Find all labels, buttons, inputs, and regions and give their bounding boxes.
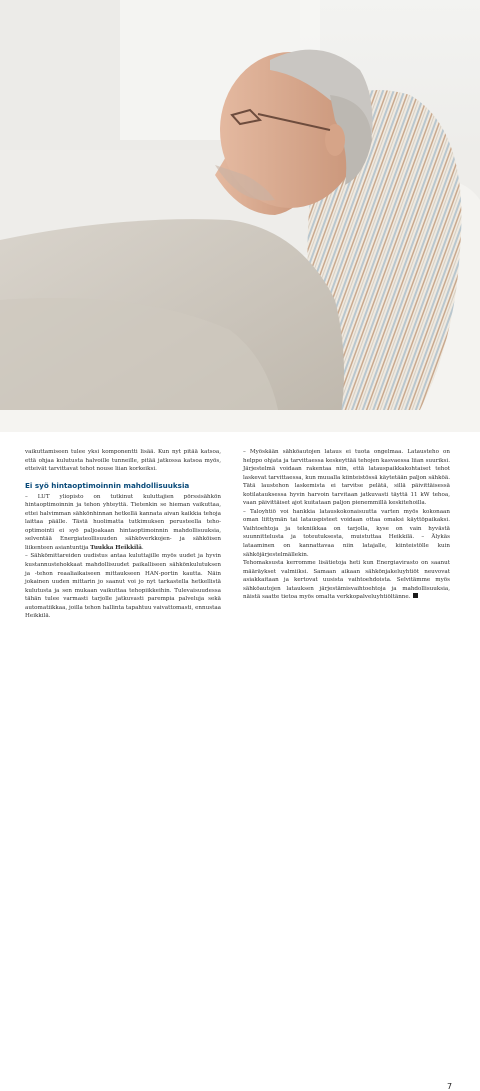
- paragraph-lut-end: .: [141, 544, 144, 551]
- hero-photo: [0, 0, 480, 432]
- paragraph-lut-text: – LUT yliopisto on tutkinut kuluttajien pörssisähkön hintaoptimoinnin ja tehon yhteyttä. Tietenkin se hieman vaikuttaa, ettei halvimman sähkönhinnan hetkellä kannata aivan kaikkia tehoja laittaa päälle. Tästä huolimatta tutkimuksen perusteella teho-optimointi ei syö paljoakaan hintaoptimoinnin mahdollisuuksia, selventää Energiateollisuuden sähköverkkojen- ja sähköisen liikenteen asiantuntija: [25, 493, 221, 551]
- paragraph-more-info: [243, 559, 450, 602]
- paragraph-more-info-text: Tehomaksusta kerromme lisätietoja heti kun Energiavirasto on saanut määräykset valmiiksi. Samaan aikaan sähkönjakeluyhtiöt neuvovat asiakkaitaan ja kertovat uusista vaihtoehdoista. Selvitämme myös sähköautojen latauksen järjestämisvaihtoehtoja ja mahdollisuuksia, näistä saatte tietoa myös omalta verkkopalveluyhtiöltänne.: [243, 560, 450, 601]
- paragraph-ev-charging: – Myöskään sähköautojen lataus ei tuota ongelmaa. Latausteho on helppo ohjata ja tarvittaessa keskeyttää tehojen kasvaessa liian suuriksi. Järjestelmä voidaan rakentaa niin, että latauspaikkakohtaiset tehot laskevat tarvittaessa, kun muualla kiinteistössä käytetään paljon sähköä. Tätä laustehon laskemista ei tarvitse pelätä, sillä päivittäisessä kotilatauksessa hyvin harvoin tarvitaan jatkuvasti täyttä 11 kW tehoa, vaan päivittäiset ajot kuitataan paljon pienemmillä keskitehoilla.: [243, 449, 450, 507]
- photo-man-on-sofa: [0, 0, 480, 432]
- article-right-column: [243, 448, 450, 602]
- article-body: [0, 432, 480, 1091]
- paragraph-lut-research: [25, 493, 221, 553]
- expert-name: Tuukka Heikkilä: [90, 544, 142, 551]
- article-left-column: [25, 448, 221, 621]
- paragraph-housing-company: – Taloyhtiö voi hankkia latauskokonaisuutta varten myös kokonaan oman liittymän tai latauspisteet voidaan ottaa omaksi käyttöpaikaksi. Vaihtoehtoja ja tekniikkaa on tarjolla, kyse on vain hyvästä suunnittelusta ja toteutuksesta, muistuttaa Heikkilä. – Älykäs lataaminen on kannattavaa niin latajalle, kiinteistölle kuin sähköjärjestelmällekin.: [243, 508, 450, 558]
- paragraph-meters: – Sähkömittareiden uudistus antaa kuluttajille myös uudet ja hyvin kustannustehokkaat mahdollisuudet paikalliseen sähkönkulutuksen ja -tehon reaaliaikaiseen mittaukseen HAN-portin kautta. Näin jokainen uuden mittarin jo saanut voi jo nyt tarkastella hetkellistä kulutusta ja sen mukaan vaikuttaa tehopiikkeihin. Tulevaisuudessa tähän tulee varmasti tarjolle jatkuvasti parempia palveluja sekä automatiikkaa, joilla tehon hallinta tapahtuu vaivattomasti, ennustaa Heikkilä.: [25, 553, 221, 620]
- end-of-article-mark: [413, 593, 418, 598]
- intro-paragraph: vaikuttamiseen tulee yksi komponentti lisää. Kun nyt pitää katsoa, että ohjaa kulutusta halvoille tunneille, pitää jatkossa katsoa myös, etteivät tarvittavat tehot nouse liian korkeiksi.: [25, 449, 221, 473]
- section-heading: Ei syö hintaoptimoinnin mahdollisuuksia: [25, 480, 190, 490]
- page-number: 7: [447, 1082, 453, 1091]
